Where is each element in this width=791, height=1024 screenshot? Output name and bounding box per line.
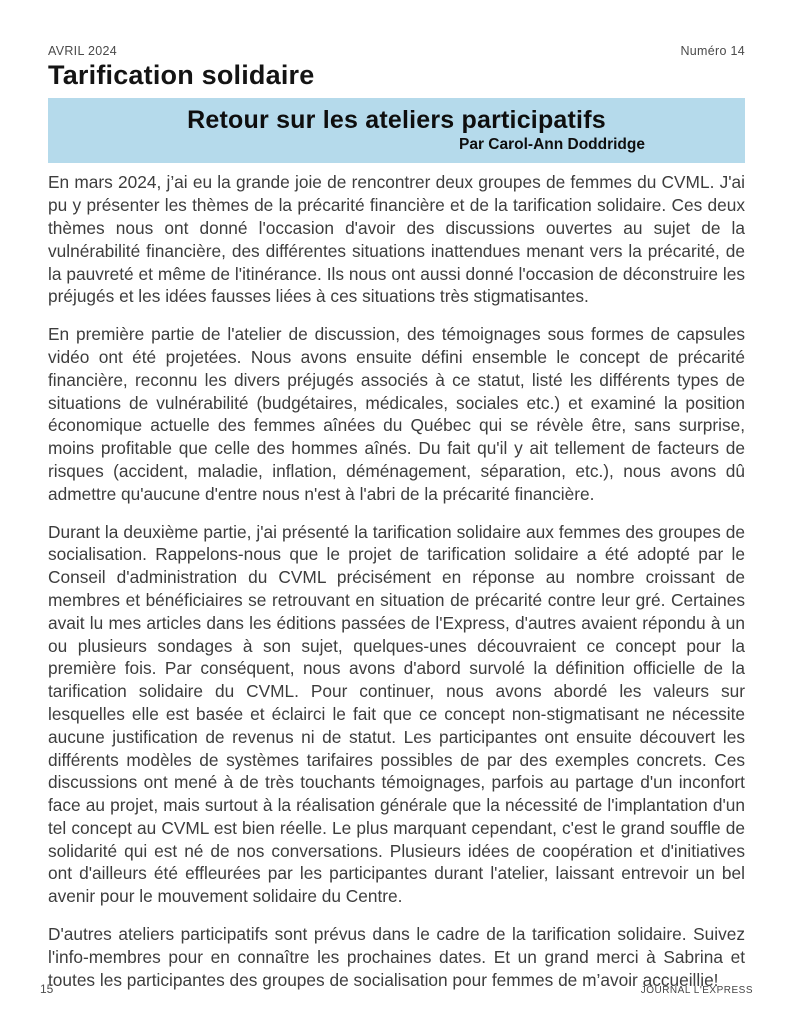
article-headline: Retour sur les ateliers participatifs <box>187 106 606 134</box>
article-paragraph: D'autres ateliers participatifs sont prévus dans le cadre de la tarification solidaire. Suivez l'info-membres pour en connaître les prochaines dates. Et un grand merci à Sabrina et toutes les participantes des groupes de socialisation pour femmes de m’avoir accueillie! <box>48 924 745 990</box>
footer-page-number: 15 <box>40 982 54 996</box>
article-paragraph: En mars 2024, j’ai eu la grande joie de rencontrer deux groupes de femmes du CVML. J'ai pu y présenter les thèmes de la précarité financière et de la tarification solidaire. Ces deux thèmes nous ont donné l'occasion d'avoir des discussions ouvertes au sujet de la vulnérabilité financière, des différentes situations inattendues menant vers la précarité, de la pauvreté et même de l'itinérance. Ils nous ont aussi donné l'occasion de déconstruire les préjugés et les idées fausses liées à ces situations très stigmatisantes. <box>48 172 745 307</box>
article-byline: Par Carol-Ann Doddridge <box>458 136 645 153</box>
article-paragraph: En première partie de l'atelier de discussion, des témoignages sous formes de capsules vidéo ont été projetées. Nous avons ensuite défini ensemble le concept de précarité financière, reconnu les divers préjugés associés à ce statut, listé les différents types de situations de vulnérabilité (budgétaires, médicales, sociales etc.) et examiné la position économique actuelle des femmes aînées du Québec qui se révèle être, sans surprise, moins profitable que celle des hommes aînés. Du fait qu'il y ait tellement de facteurs de risques (accident, maladie, inflation, déménagement, séparation, etc.), nous avons dû admettre qu'aucune d'entre nous n'est à l'abri de la précarité financière. <box>48 324 745 504</box>
article-banner <box>48 98 745 163</box>
page-title: Tarification solidaire <box>48 60 315 90</box>
issue-number: Numéro 14 <box>680 44 745 58</box>
header-meta-row <box>48 44 745 58</box>
footer-journal-name: JOURNAL L'EXPRESS <box>640 985 753 996</box>
article-body <box>48 171 745 991</box>
issue-date: AVRIL 2024 <box>48 44 118 58</box>
article-paragraph: Durant la deuxième partie, j'ai présenté la tarification solidaire aux femmes des groupes de socialisation. Rappelons-nous que le projet de tarification solidaire a été adopté par le Conseil d'administration du CVML précisément en réponse au nombre croissant de membres et bénéficiaires se retrouvant en situation de précarité contre leur gré. Certaines avait lu mes articles dans les éditions passées de l'Express, d'autres avaient répondu à un ou plusieurs sondages à son sujet, quelques-unes découvraient ce concept pour la première fois. Par conséquent, nous avons d'abord survolé la définition officielle de la tarification solidaire du CVML. Pour continuer, nous avons abordé les valeurs sur lesquelles elle est basée et éclairci le fait que ce concept non-stigmatisant ne nécessite aucune justification de revenus ni de statut. Les participantes ont ensuite découvert les différents modèles de systèmes tarifaires possibles de par des exemples concrets. Ces discussions ont mené à de très touchants témoignages, parfois au partage d'un inconfort face au projet, mais surtout à la réalisation générale que la nécessité de l'implantation d'un tel concept au CVML est bien réelle. Le plus marquant cependant, c'est le grand souffle de solidarité qui est né de nos conversations. Plusieurs idées de coopération et d'initiatives ont d'ailleurs été effleurées par les participantes durant l'atelier, laissant entrevoir un bel avenir pour le mouvement solidaire du Centre. <box>48 521 745 907</box>
